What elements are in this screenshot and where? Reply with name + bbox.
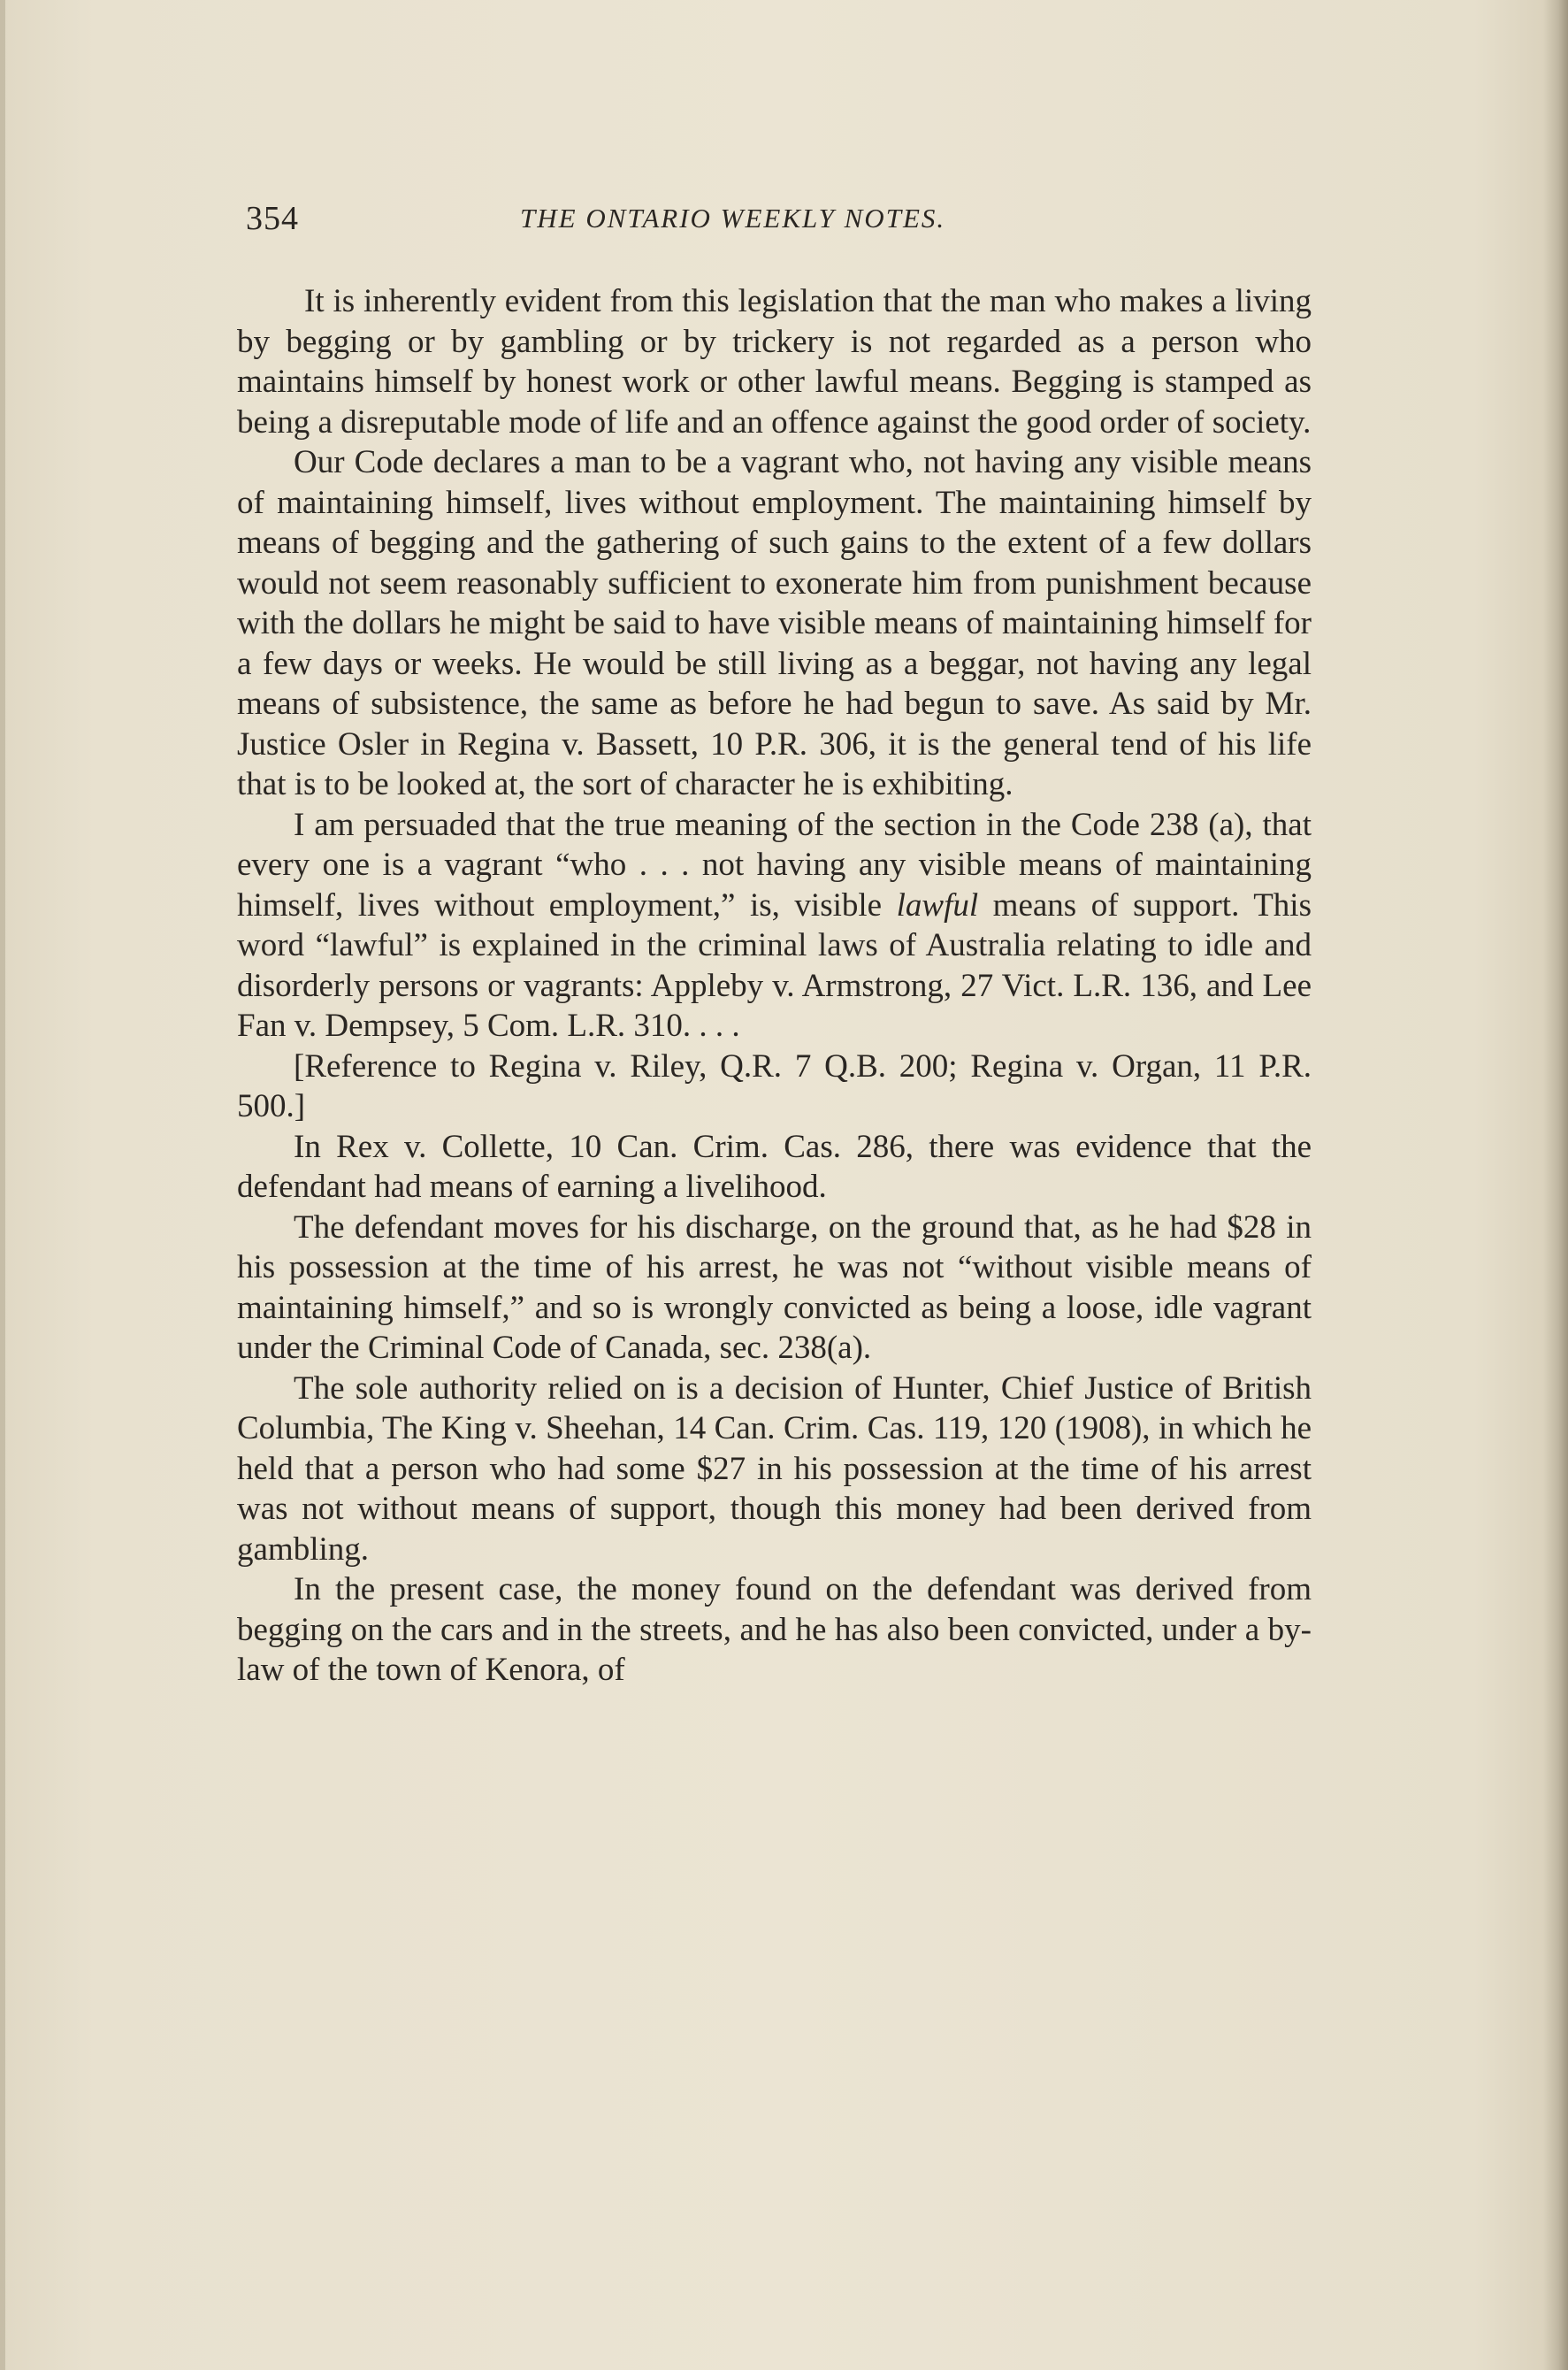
paragraph-8: In the present case, the money found on the defendant was derived from begging on the cars and in the streets, and he has also been convicted, under a by-law of the town of Kenora, of [237, 1571, 1312, 1688]
page-header [246, 199, 1307, 252]
running-title: THE ONTARIO WEEKLY NOTES. [520, 203, 946, 234]
page-number: 354 [246, 200, 299, 237]
spine-shadow [1543, 0, 1568, 2370]
paragraph-3-italic-word: lawful [896, 886, 979, 924]
paragraph-5: In Rex v. Collette, 10 Can. Crim. Cas. 286, there was evidence that the defendant had means of earning a livelihood. [237, 1128, 1312, 1205]
paragraph-3-text-b: means of support. This word “lawful” is explained in the criminal laws of Australia relating to idle and disorderly persons or vagrants: Appleby v. Armstrong, 27 Vict. L.R. 136, and Lee Fan v. Dempsey, 5 Com. L.R. 310. . . . [237, 886, 1312, 1044]
paragraph-2: Our Code declares a man to be a vagrant who, not having any visible means of maintaining himself, lives without employment. The maintaining himself by means of begging and the gathering of such gains to the extent of a few dollars would not seem reasonably sufficient to exonerate him from punishment because with the dollars he might be said to have visible means of maintaining himself for a few days or weeks. He would be still living as a beggar, not having any legal means of subsistence, the same as before he had begun to save. As said by Mr. Justice Osler in Regina v. Bassett, 10 P.R. 306, it is the general tend of his life that is to be looked at, the sort of character he is exhibiting. [237, 444, 1312, 802]
paragraph-6: The defendant moves for his discharge, on the ground that, as he had $28 in his possession at the time of his arrest, he was not “without visible means of maintaining himself,” and so is wrongly convicted as being a loose, idle vagrant under the Criminal Code of Canada, sec. 238(a). [237, 1208, 1312, 1366]
paragraph-4: [Reference to Regina v. Riley, Q.R. 7 Q.B. 200; Regina v. Organ, 11 P.R. 500.] [237, 1047, 1312, 1124]
paragraph-7: The sole authority relied on is a decision of Hunter, Chief Justice of British Columbia, The King v. Sheehan, 14 Can. Crim. Cas. 119, 120 (1908), in which he held that a person who had some $27 in his possession at the time of his arrest was not without means of support, though this money had been derived from gambling. [237, 1369, 1312, 1568]
paragraph-3-text-a: I am persuaded that the true meaning of the section in the Code 238 (a), that every one is a vagrant “who . . . not having any visible means of maintaining himself, lives without employment,” is, visible [237, 806, 1312, 924]
paragraph-3 [237, 805, 1312, 1047]
page-left-edge [0, 0, 5, 2370]
paragraph-1: It is inherently evident from this legislation that the man who makes a living by begging or by gambling or by trickery is not regarded as a person who maintains himself by honest work or other lawful means. Begging is stamped as being a disreputable mode of life and an offence against the good order of society. [237, 283, 1312, 441]
body-text [237, 281, 1312, 1691]
